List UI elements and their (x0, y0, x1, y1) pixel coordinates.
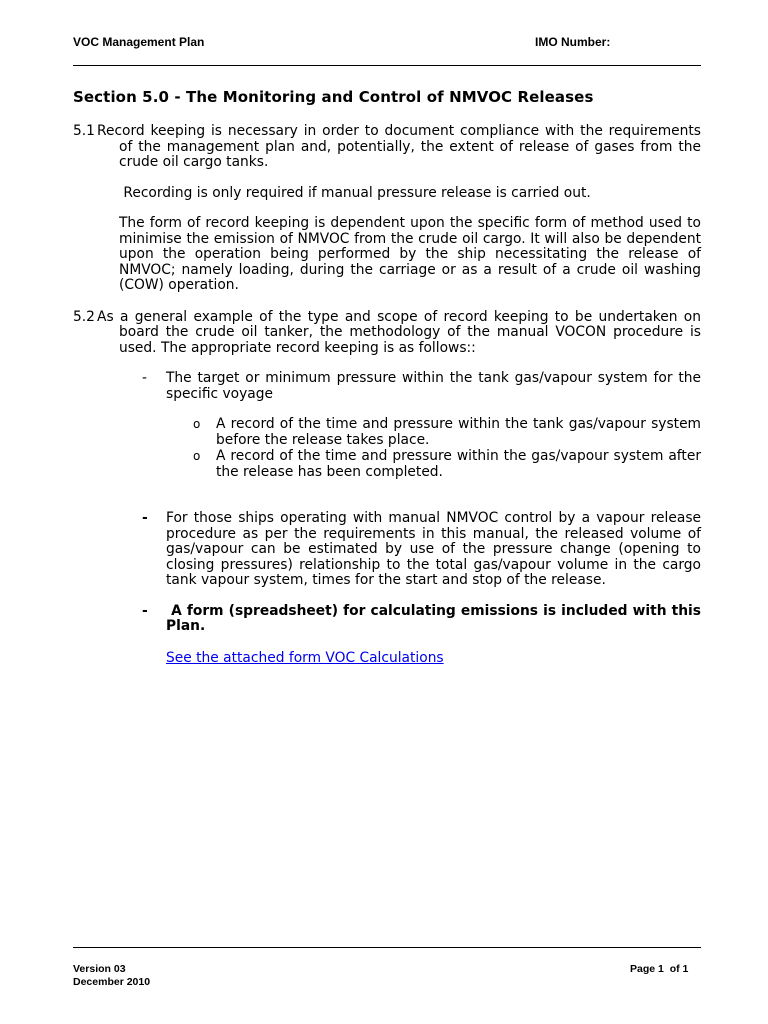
date-label: December 2010 (73, 976, 151, 988)
paragraph-number: 5.1 (73, 123, 95, 139)
document-body (73, 123, 706, 666)
sub-list-item (73, 449, 701, 480)
paragraph-record-form: The form of record keeping is dependent upon the specific form of method used to minimise the emission of NMVOC from the crude oil cargo. It will also be dependent upon the operation being performed by the ship necessitating the release of NMVOC; namely loading, during the carriage or as a result of a crude oil washing (COW) operation. (119, 215, 701, 293)
page-number: Page 1 of 1 (630, 963, 689, 975)
paragraph-5-2 (73, 310, 701, 357)
list-item-text: The target or minimum pressure within the tank gas/vapour system for the specific voyage (166, 370, 701, 402)
paragraph-number: 5.2 (73, 308, 95, 325)
list-item (73, 371, 701, 402)
link-line (73, 651, 701, 667)
dash-bullet: - (142, 510, 148, 526)
circle-bullet: o (193, 449, 201, 463)
section-title: Section 5.0 - The Monitoring and Control of NMVOC Releases (73, 88, 594, 106)
header-divider (73, 65, 701, 66)
list-item-text: A form (spreadsheet) for calculating emissions is included with this Plan. (166, 602, 706, 634)
paragraph-text: As a general example of the type and scope of record keeping to be undertaken on board the crude oil tanker, the methodology of the manual VOCON procedure is used. The appropriate record keeping is as follows:: (97, 308, 701, 356)
sub-list-item-text: A record of the time and pressure within the tank gas/vapour system before the release takes place. (216, 416, 701, 448)
dash-bullet: - (142, 370, 147, 386)
paragraph-5-1 (73, 124, 701, 171)
dash-bullet: - (142, 602, 148, 619)
list-item (73, 602, 706, 635)
voc-calculations-link[interactable]: See the attached form VOC Calculations (166, 649, 444, 666)
paragraph-text: Record keeping is necessary in order to document compliance with the requirements of the management plan and, potentially, the extent of release of gases from the crude oil cargo tanks. (97, 123, 701, 170)
imo-number-label: IMO Number: (535, 35, 611, 49)
header-title: VOC Management Plan (73, 35, 205, 49)
list-item (73, 511, 701, 589)
footer-divider (73, 947, 701, 948)
sub-list-item (73, 417, 701, 448)
footer-version-block (73, 963, 150, 989)
version-label: Version 03 (73, 963, 126, 975)
paragraph-recording-note: Recording is only required if manual pressure release is carried out. (119, 184, 591, 201)
list-item-text: For those ships operating with manual NMVOC control by a vapour release procedure as per the requirements in this manual, the released volume of gas/vapour can be estimated by use of the pressure change (opening to closing pressures) relationship to the total gas/vapour volume in the cargo tank vapour system, times for the start and stop of the release. (166, 510, 701, 588)
sub-list-item-text: A record of the time and pressure within the gas/vapour system after the release has been completed. (216, 448, 701, 480)
circle-bullet: o (193, 417, 201, 431)
